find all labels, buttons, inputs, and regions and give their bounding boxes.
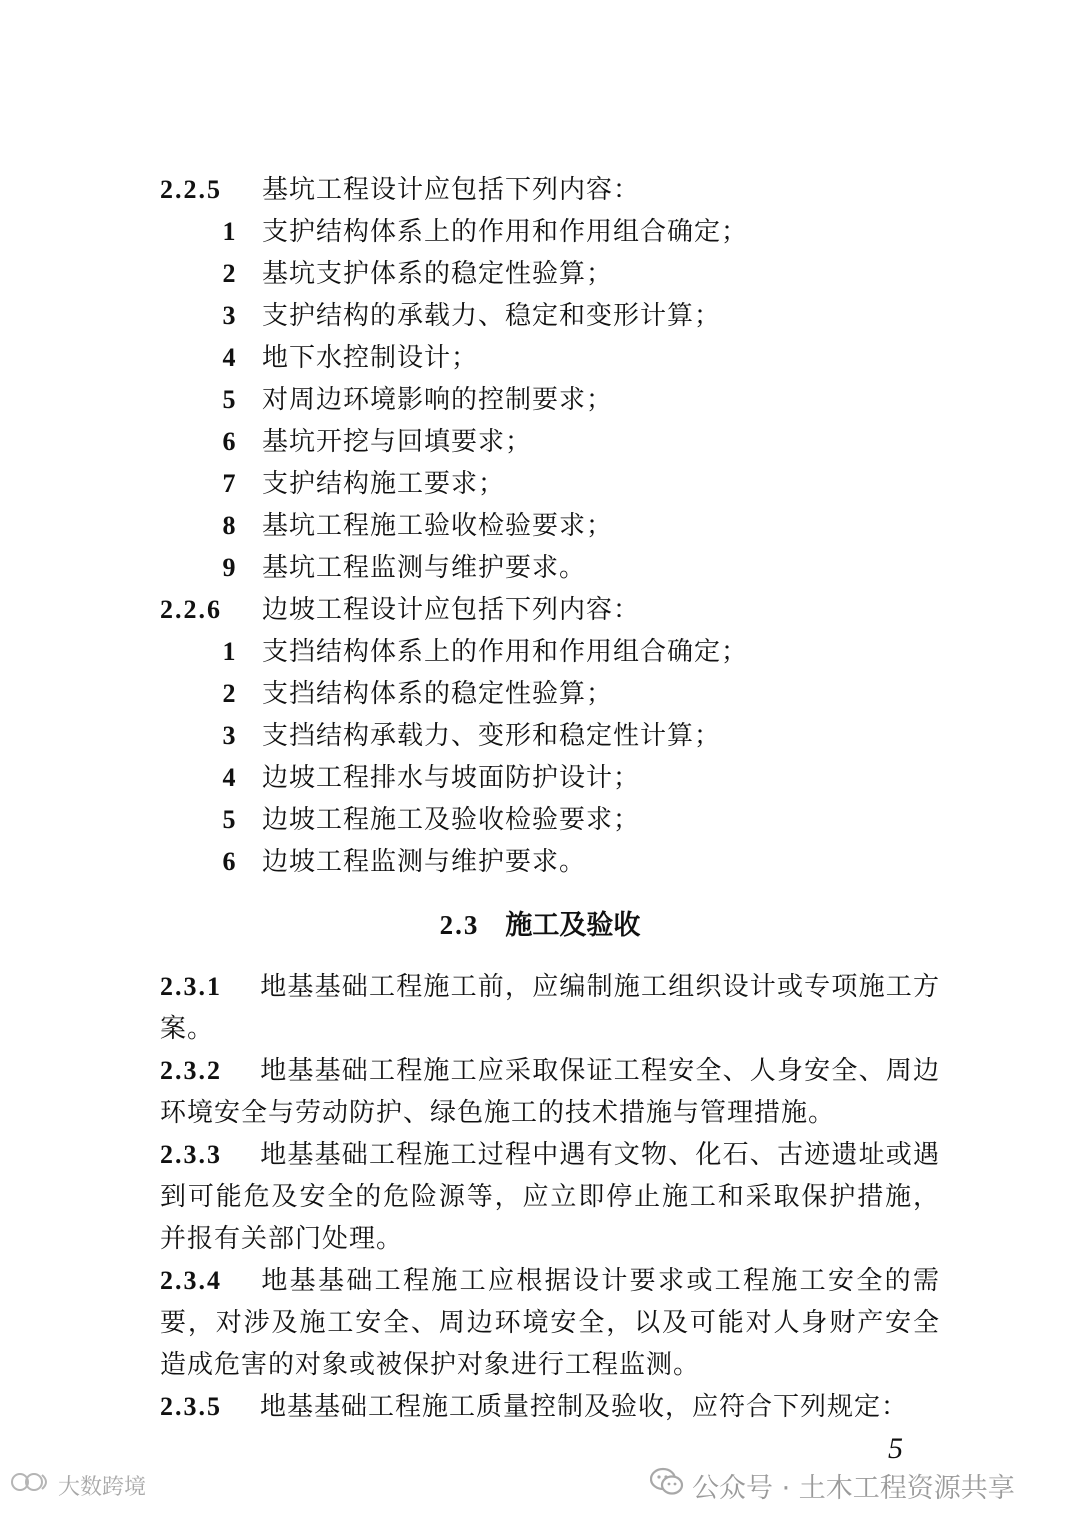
watermark-text: 大数跨境	[58, 1474, 147, 1500]
paragraph	[160, 1134, 940, 1260]
section-title: 施工及验收	[505, 910, 641, 941]
list-item	[0, 841, 1080, 883]
list-item	[0, 799, 1080, 841]
watermark-brand	[10, 1468, 146, 1502]
item-text: 支挡结构体系的稳定性验算；	[262, 679, 614, 709]
item-text: 支挡结构承载力、变形和稳定性计算；	[262, 721, 722, 751]
item-text: 边坡工程施工及验收检验要求；	[262, 805, 641, 835]
item-number: 5	[222, 385, 238, 414]
list-item	[0, 631, 1080, 673]
clause-number: 2.2.5	[160, 175, 222, 204]
item-number: 7	[222, 469, 238, 498]
paragraph-number: 2.3.5	[160, 1392, 222, 1421]
item-text: 支护结构的承载力、稳定和变形计算；	[262, 301, 722, 331]
clause-heading	[0, 589, 1080, 631]
paragraph-text: 地基基础工程施工应根据设计要求或工程施工安全的需要，对涉及施工安全、周边环境安全，以及可能对人身财产安全造成危害的对象或被保护对象进行工程监测。	[160, 1266, 940, 1380]
item-number: 8	[222, 511, 238, 540]
item-number: 2	[222, 259, 238, 288]
list-item	[0, 253, 1080, 295]
wechat-icon	[650, 1467, 684, 1504]
paragraph	[160, 1386, 940, 1428]
section-number: 2.3	[439, 910, 480, 940]
clause-number: 2.2.6	[160, 595, 222, 624]
item-number: 1	[222, 217, 238, 246]
paragraph-number: 2.3.1	[160, 972, 222, 1001]
list-item	[0, 757, 1080, 799]
paragraph-number: 2.3.4	[160, 1266, 222, 1295]
paragraph-number: 2.3.3	[160, 1140, 222, 1169]
item-number: 6	[222, 847, 238, 876]
item-number: 3	[222, 721, 238, 750]
item-text: 边坡工程监测与维护要求。	[262, 847, 587, 877]
paragraph	[160, 966, 940, 1050]
paragraph	[160, 1260, 940, 1386]
list-item	[0, 547, 1080, 589]
item-text: 基坑工程监测与维护要求。	[262, 553, 587, 583]
item-number: 9	[222, 553, 238, 582]
list-item	[0, 379, 1080, 421]
item-number: 1	[222, 637, 238, 666]
page-number: 5	[888, 1432, 903, 1465]
clause-heading	[0, 169, 1080, 211]
item-number: 5	[222, 805, 238, 834]
paragraph-number: 2.3.2	[160, 1056, 222, 1085]
item-text: 地下水控制设计；	[262, 343, 479, 373]
paragraph-text: 地基基础工程施工过程中遇有文物、化石、古迹遗址或遇到可能危及安全的危险源等，应立即停止施工和采取保护措施，并报有关部门处理。	[160, 1140, 940, 1254]
list-item	[0, 715, 1080, 757]
item-text: 支护结构施工要求；	[262, 469, 506, 499]
brand-logo-icon	[10, 1469, 54, 1501]
item-text: 基坑开挖与回填要求；	[262, 427, 533, 457]
watermark-text: 公众号 · 土木工程资源共享	[692, 1472, 1015, 1504]
paragraph-text: 地基基础工程施工前，应编制施工组织设计或专项施工方案。	[160, 972, 940, 1044]
section-heading	[0, 903, 1080, 947]
list-item	[0, 211, 1080, 253]
item-text: 支护结构体系上的作用和作用组合确定；	[262, 217, 749, 247]
item-number: 4	[222, 763, 238, 792]
item-text: 支挡结构体系上的作用和作用组合确定；	[262, 637, 749, 667]
item-text: 边坡工程排水与坡面防护设计；	[262, 763, 641, 793]
item-text: 基坑工程施工验收检验要求；	[262, 511, 614, 541]
clause-text: 边坡工程设计应包括下列内容：	[262, 595, 641, 625]
list-item	[0, 337, 1080, 379]
list-item	[0, 463, 1080, 505]
list-item	[0, 421, 1080, 463]
paragraph-text: 地基基础工程施工应采取保证工程安全、人身安全、周边环境安全与劳动防护、绿色施工的技术措施与管理措施。	[160, 1056, 940, 1128]
paragraph	[160, 1050, 940, 1134]
item-number: 6	[222, 427, 238, 456]
item-text: 基坑支护体系的稳定性验算；	[262, 259, 614, 289]
item-number: 3	[222, 301, 238, 330]
clause-text: 基坑工程设计应包括下列内容：	[262, 175, 641, 205]
list-item	[0, 505, 1080, 547]
list-item	[0, 673, 1080, 715]
watermark-wechat	[650, 1465, 1015, 1505]
list-item	[0, 295, 1080, 337]
item-number: 2	[222, 679, 238, 708]
paragraph-text: 地基基础工程施工质量控制及验收，应符合下列规定：	[260, 1392, 909, 1422]
item-number: 4	[222, 343, 238, 372]
item-text: 对周边环境影响的控制要求；	[262, 385, 614, 415]
